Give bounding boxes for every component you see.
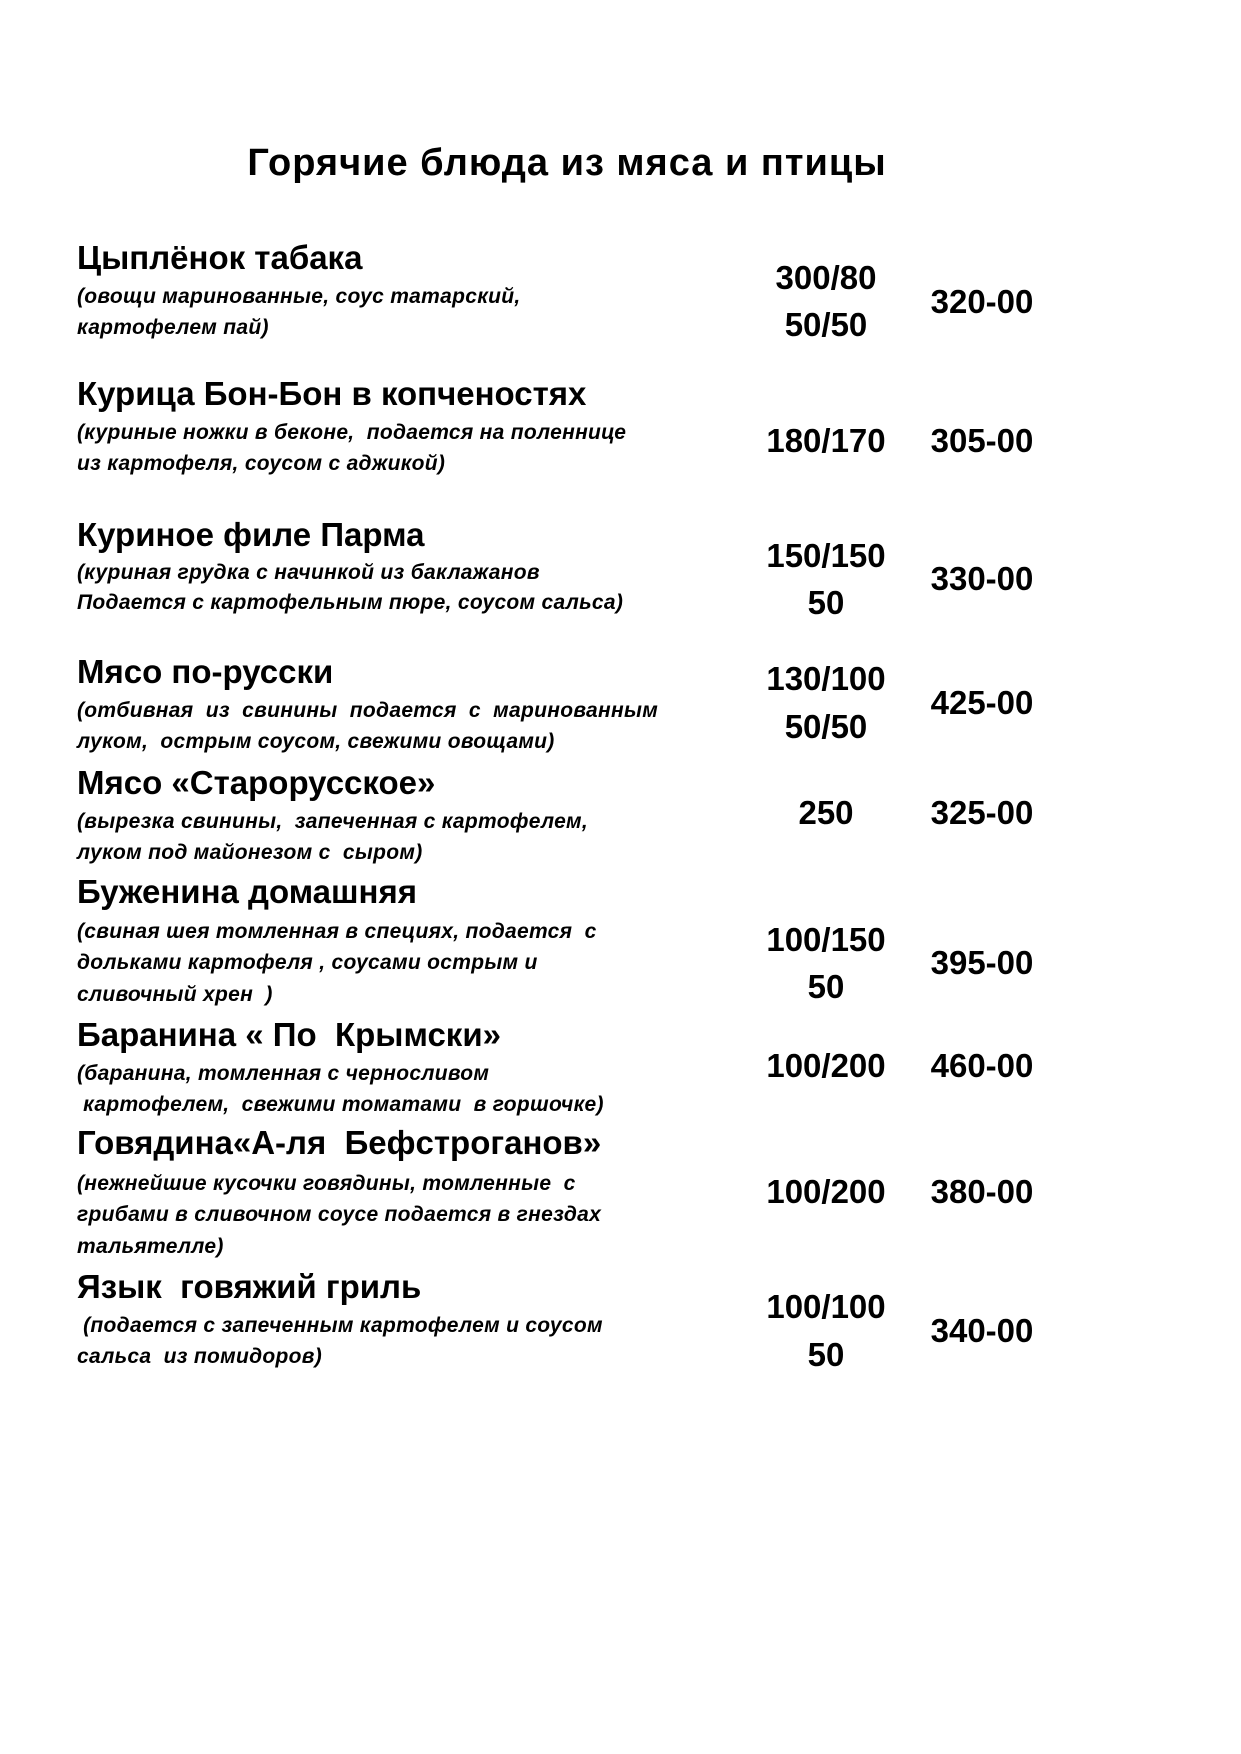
- dish-weight: 100/100: [766, 1288, 886, 1325]
- dish-name: Язык говяжий гриль: [77, 1268, 422, 1305]
- dish-price: 380-00: [930, 1173, 1034, 1210]
- dish-weight: 300/80: [775, 259, 877, 296]
- dish-weight: 250: [798, 794, 854, 831]
- dish-price: 460-00: [930, 1047, 1034, 1084]
- dish-description: (баранина, томленная с черносливом: [77, 1062, 490, 1085]
- dish-price: 340-00: [930, 1312, 1034, 1349]
- dish-description: грибами в сливочном соусе подается в гнездах: [77, 1203, 602, 1226]
- dish-weight: 50/50: [784, 306, 868, 343]
- dish-weight: 50: [807, 1336, 845, 1373]
- dish-weight: 130/100: [766, 660, 886, 697]
- dish-description: картофелем пай): [77, 316, 269, 339]
- dish-name: Курица Бон-Бон в копченостях: [77, 375, 587, 412]
- dish-description: луком, острым соусом, свежими овощами): [77, 730, 555, 753]
- dish-name: Куриное филе Парма: [77, 516, 425, 553]
- page-title: Горячие блюда из мяса и птицы: [247, 142, 887, 184]
- dish-description: (свиная шея томленная в специях, подается с: [77, 920, 597, 943]
- dish-description: (нежнейшие кусочки говядины, томленные с: [77, 1172, 576, 1195]
- dish-description: из картофеля, соусом с аджикой): [77, 452, 446, 475]
- dish-weight: 100/150: [766, 921, 886, 958]
- dish-weight: 100/200: [766, 1047, 886, 1084]
- dish-name: Буженина домашняя: [77, 873, 417, 910]
- dish-description: (куриные ножки в беконе, подается на поленнице: [77, 421, 627, 444]
- dish-weight: 50/50: [784, 708, 868, 745]
- dish-name: Мясо по-русски: [77, 653, 334, 690]
- dish-name: Баранина « По Крымски»: [77, 1016, 501, 1053]
- dish-description: (куриная грудка с начинкой из баклажанов: [77, 561, 540, 584]
- dish-price: 305-00: [930, 422, 1034, 459]
- dish-weight: 150/150: [766, 537, 886, 574]
- dish-description: сальса из помидоров): [77, 1345, 323, 1368]
- dish-description: (подается с запеченным картофелем и соусом: [77, 1314, 603, 1337]
- dish-price: 325-00: [930, 794, 1034, 831]
- dish-price: 330-00: [930, 560, 1034, 597]
- dish-name: Цыплёнок табака: [77, 239, 363, 276]
- dish-description: (отбивная из свинины подается с маринованным: [77, 699, 659, 722]
- dish-weight: 50: [807, 968, 845, 1005]
- dish-weight: 180/170: [766, 422, 886, 459]
- dish-description: (вырезка свинины, запеченная с картофелем,: [77, 810, 589, 833]
- dish-description: (овощи маринованные, соус татарский,: [77, 285, 521, 308]
- dish-description: Подается с картофельным пюре, соусом сальса): [77, 591, 624, 614]
- dish-weight: 100/200: [766, 1173, 886, 1210]
- dish-weight: 50: [807, 584, 845, 621]
- dish-price: 395-00: [930, 944, 1034, 981]
- dish-description: картофелем, свежими томатами в горшочке): [77, 1093, 604, 1116]
- dish-name: Мясо «Старорусское»: [77, 764, 436, 801]
- dish-description: тальятелле): [77, 1235, 224, 1258]
- dish-name: Говядина«А-ля Бефстроганов»: [77, 1124, 602, 1161]
- dish-price: 425-00: [930, 684, 1034, 721]
- dish-price: 320-00: [930, 283, 1034, 320]
- dish-description: луком под майонезом с сыром): [77, 841, 423, 864]
- dish-description: дольками картофеля , соусами острым и: [77, 951, 538, 974]
- dish-description: сливочный хрен ): [77, 983, 273, 1006]
